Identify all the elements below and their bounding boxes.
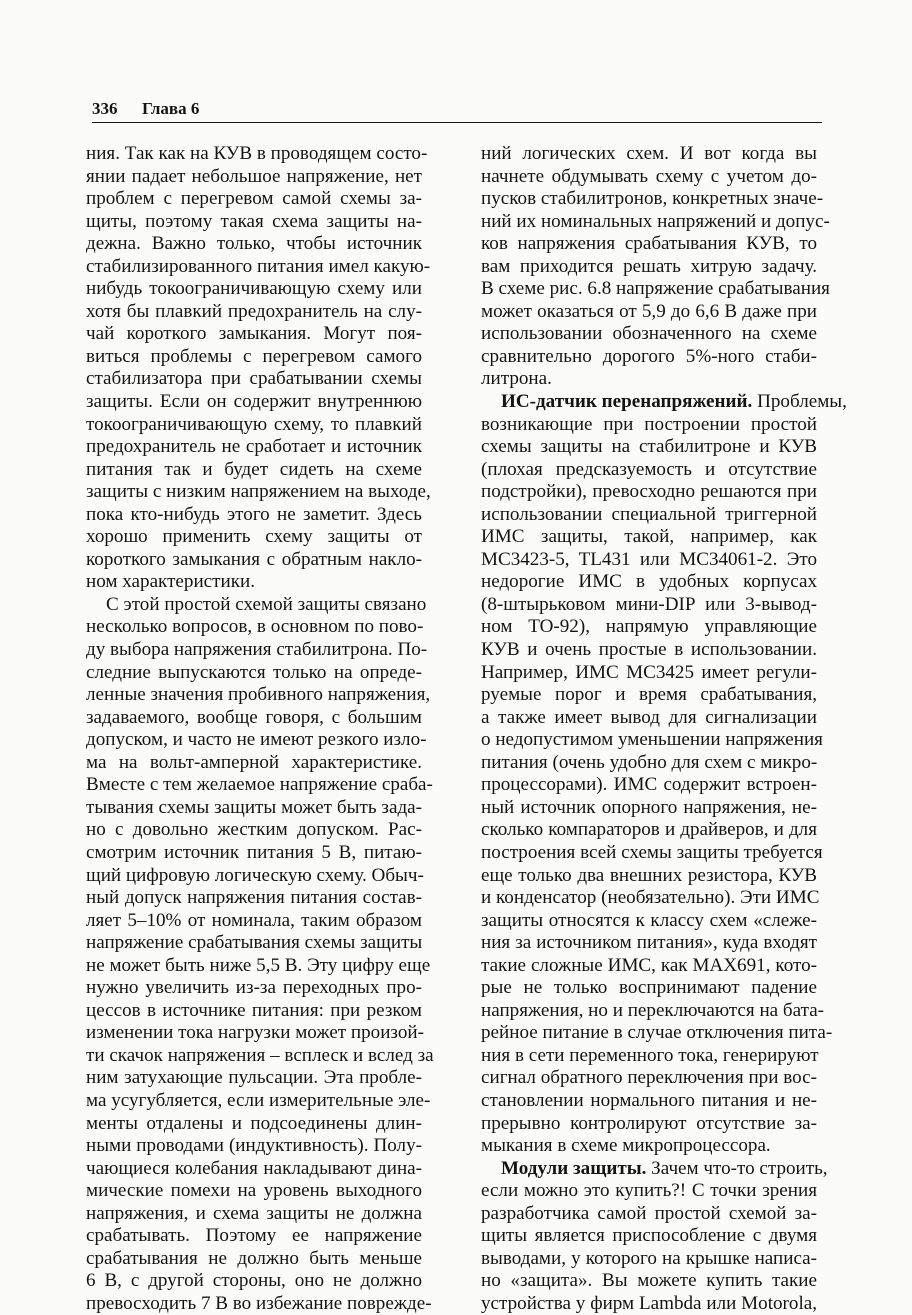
text-line <box>481 256 817 279</box>
text-line-content: сколько компараторов и драйверов, и для <box>481 819 817 841</box>
text-line-content: ния в сети переменного тока, генерируют <box>481 1044 819 1066</box>
text-line-content: нужно увеличить из-за переходных про- <box>86 977 422 999</box>
text-line <box>86 842 422 865</box>
text-line <box>86 391 422 414</box>
text-line-content: С этой простой схемой защиты связано <box>106 593 427 615</box>
text-line-content: (8-штырьковом мини-DIP или 3-вывод- <box>481 593 817 615</box>
text-line-content: тывания схемы защиты может быть зада- <box>86 796 422 818</box>
text-line-content: стабилизатора при срабатывании схемы <box>86 368 422 390</box>
text-line-content: В схеме рис. 6.8 напряжение срабатывания <box>481 278 830 300</box>
text-line <box>86 1089 431 1113</box>
text-line <box>86 684 431 707</box>
text-line-content: ков напряжения срабатывания КУВ, то <box>481 233 817 255</box>
text-line <box>481 819 817 842</box>
text-line <box>481 841 823 865</box>
text-line-content: короткого замыкания с обратным накло- <box>86 548 422 570</box>
text-line-content: ти скачок напряжения – всплеск и вслед за <box>86 1044 434 1066</box>
text-line <box>481 932 817 955</box>
text-line-content: недорогие ИМС в удобных корпусах <box>481 571 817 593</box>
text-line-content: устройства у фирм Lambda или Motorola, <box>481 1292 817 1314</box>
text-line-content: стабилизированного питания имел какую- <box>86 255 431 277</box>
text-line <box>86 616 422 639</box>
text-line <box>481 1180 817 1203</box>
text-line <box>481 1203 817 1226</box>
text-line-content: возникающие при построении простой <box>481 413 817 435</box>
text-line-content: напряжения, но и переключаются на бата- <box>481 999 825 1021</box>
text-line <box>481 481 817 504</box>
text-line-content: чай короткого замыкания. Могут поя- <box>86 323 422 345</box>
text-line <box>481 143 817 166</box>
text-line <box>86 1270 422 1293</box>
text-line <box>86 323 422 346</box>
text-line <box>481 1045 817 1068</box>
text-line-content: щиты является приспособление с двумя <box>481 1225 817 1247</box>
text-line-content: хотя бы плавкий предохранитель на слу- <box>86 300 422 322</box>
text-line-content: пусков стабилитронов, конкретных значе- <box>481 188 824 210</box>
text-line-content: ными проводами (индуктивность). Полу- <box>86 1135 422 1157</box>
text-line-content: напряжение срабатывания схемы защиты <box>86 932 423 954</box>
text-line-content: руемые порог и время срабатывания, <box>481 684 817 706</box>
text-line-content: может оказаться от 5,9 до 6,6 В даже при <box>481 300 817 322</box>
text-line <box>481 752 817 775</box>
chapter-title: Глава 6 <box>142 99 200 118</box>
text-line-content: использовании обозначенного на схеме <box>481 323 817 345</box>
text-line-content: ду выбора напряжения стабилитрона. По- <box>86 639 428 661</box>
text-line-content: превосходить 7 В во избежание поврежде- <box>86 1292 432 1314</box>
text-line <box>86 977 422 1000</box>
text-line-content: ним затухающие пульсации. Эта пробле- <box>86 1067 422 1089</box>
text-line <box>481 323 817 346</box>
text-line <box>481 1270 817 1293</box>
text-line-content: прерывно контролируют отсутствие за- <box>481 1112 817 1134</box>
text-line-content: следние выпускаются только на опреде- <box>86 661 422 683</box>
text-line-content: изменении тока нагрузки может произой- <box>86 1022 424 1044</box>
text-line <box>86 1158 422 1181</box>
text-line <box>86 797 422 820</box>
text-line-content: смотрим источник питания 5 В, питаю- <box>86 841 422 863</box>
text-line <box>481 797 817 820</box>
text-line-content: щиты, поэтому такая схема защиты на- <box>86 210 422 232</box>
text-line <box>86 729 427 752</box>
text-line-content: мические помехи на уровень выходного <box>86 1180 422 1202</box>
text-line <box>481 774 817 797</box>
text-line-content: литрона. <box>481 368 552 390</box>
text-line <box>481 1293 817 1315</box>
left-text-column <box>86 143 434 1315</box>
text-line <box>481 977 817 1000</box>
text-line <box>86 459 422 482</box>
text-line-content: цессов в источнике питания: при резком <box>86 999 422 1021</box>
text-line <box>86 954 431 978</box>
text-line-content: (плохая предсказуемость и отсутствие <box>481 458 817 480</box>
text-line-content: разработчика самой простой схемой за- <box>481 1202 817 1224</box>
text-line-content: вам приходится решать хитрую задачу. <box>481 255 817 277</box>
text-line <box>481 1157 828 1181</box>
text-line <box>86 301 422 324</box>
text-line <box>481 1113 817 1136</box>
text-line <box>86 887 422 910</box>
text-line <box>481 662 817 685</box>
text-line-content: нибудь токоограничивающую схему или <box>86 278 422 300</box>
text-line <box>86 1180 422 1203</box>
text-line <box>481 594 817 617</box>
text-line-content: Зачем что-то строить, <box>646 1157 828 1179</box>
text-line <box>86 1135 422 1158</box>
text-line <box>481 1248 817 1271</box>
text-line <box>86 932 422 955</box>
text-line-content: MC3423-5, TL431 или MC34061-2. Это <box>481 548 817 570</box>
text-line <box>86 571 422 594</box>
text-line <box>86 819 422 842</box>
text-line-content: ном TO-92), напрямую управляющие <box>481 616 817 638</box>
text-line <box>481 729 823 752</box>
text-line-content: мыкания в схеме микропроцессора. <box>481 1135 771 1157</box>
right-text-column <box>481 143 847 1315</box>
text-line <box>86 639 428 662</box>
text-line <box>481 166 817 189</box>
text-line-content: питания так и будет сидеть на схеме <box>86 458 422 480</box>
running-header <box>92 98 822 123</box>
text-line <box>481 1225 817 1248</box>
text-line-content: пока кто-нибудь этого не заметит. Здесь <box>86 503 422 525</box>
text-line <box>481 684 817 707</box>
text-line <box>86 233 422 256</box>
text-line-content: щий цифровую логическую схему. Обыч- <box>86 864 424 886</box>
text-line <box>481 616 817 639</box>
text-line <box>481 1022 833 1045</box>
page-number: 336 <box>92 99 118 118</box>
text-line <box>86 1022 422 1045</box>
text-line <box>86 166 422 189</box>
text-line-content: чающиеся колебания накладывают дина- <box>86 1157 422 1179</box>
text-line-content: но «защита». Вы можете купить такие <box>481 1270 817 1292</box>
text-line-content: о недопустимом уменьшении напряжения <box>481 729 823 751</box>
text-line-content: срабатывания не должно быть меньше <box>86 1247 422 1269</box>
text-line <box>481 1090 817 1113</box>
text-line <box>481 639 817 662</box>
text-line <box>481 504 817 527</box>
text-line <box>86 436 422 459</box>
text-line-content: ном характеристики. <box>86 571 255 593</box>
text-line-content: виться проблемы с перегревом самого <box>86 345 422 367</box>
text-line-content: не может быть ниже 5,5 В. Эту цифру еще <box>86 954 431 976</box>
paragraph-lead-heading: ИС-датчик перенапряжений. <box>501 391 753 413</box>
text-line-content: ма усугубляется, если измерительные эле- <box>86 1089 431 1111</box>
text-line-content: ный допуск напряжения питания состав- <box>86 887 422 909</box>
text-line-content: допуском, и часто не имеют резкого изло- <box>86 729 427 751</box>
text-line-content: защиты относятся к классу схем «слеже- <box>481 909 817 931</box>
text-line <box>86 707 422 730</box>
text-line <box>86 1000 422 1023</box>
text-line-content: но с довольно жестким допуском. Рас- <box>86 819 422 841</box>
text-line-content: ный источник опорного напряжения, не- <box>481 796 817 818</box>
text-line <box>86 143 428 166</box>
text-line <box>481 1135 817 1158</box>
text-line-content: Например, ИМС MC3425 имеет регули- <box>481 661 817 683</box>
text-line <box>481 549 817 572</box>
text-line-content: использовании специальной триггерной <box>481 503 817 525</box>
text-line <box>86 593 427 617</box>
text-line-content: задаваемого, вообще говоря, с большим <box>86 706 422 728</box>
text-line <box>86 188 422 211</box>
text-line-content: ма на вольт-амперной характеристике. <box>86 751 422 773</box>
text-line <box>481 301 817 324</box>
paragraph-lead-heading: Модули защиты. <box>501 1157 647 1179</box>
text-line-content: питания (очень удобно для схем с микро- <box>481 751 818 773</box>
text-line <box>86 414 422 437</box>
text-line-content: ленные значения пробивного напряжения, <box>86 684 431 706</box>
text-line-content: такие сложные ИМС, как MAX691, кото- <box>481 954 817 976</box>
text-line <box>481 887 820 910</box>
text-line <box>86 1248 422 1271</box>
text-line <box>86 346 422 369</box>
text-line-content: становлении нормального питания и не- <box>481 1089 817 1111</box>
text-line <box>481 865 817 888</box>
text-line <box>481 391 847 414</box>
text-line <box>86 255 431 279</box>
text-line <box>86 1067 422 1090</box>
text-line-content: предохранитель не сработает и источник <box>86 436 422 458</box>
text-line <box>481 210 830 234</box>
text-line-content: ИМС защиты, такой, например, как <box>481 526 817 548</box>
text-line <box>481 278 830 301</box>
text-line-content: КУВ и очень простые в использовании. <box>481 639 817 661</box>
text-line <box>86 774 433 797</box>
text-line <box>481 414 817 437</box>
text-line <box>481 955 817 978</box>
text-line-content: Проблемы, <box>752 391 847 413</box>
text-line-content: проблем с перегревом самой схемы за- <box>86 188 422 210</box>
text-line <box>481 1067 817 1090</box>
text-line <box>86 278 422 301</box>
text-line-content: сравнительно дорогого 5%-ного стаби- <box>481 345 817 367</box>
text-line-content: срабатывать. Поэтому ее напряжение <box>86 1225 422 1247</box>
text-line <box>481 436 817 459</box>
text-line-content: а также имеет вывод для сигнализации <box>481 706 817 728</box>
text-line <box>86 1203 422 1226</box>
text-line-content: ний логических схем. И вот когда вы <box>481 143 817 164</box>
text-line <box>481 999 825 1023</box>
text-line-content: рейное питание в случае отключения пита- <box>481 1022 833 1044</box>
text-line-content: 6 В, с другой стороны, оно не должно <box>86 1270 422 1292</box>
text-line-content: токоограничивающую схему, то плавкий <box>86 413 422 435</box>
text-line <box>86 752 422 775</box>
text-line-content: хорошо применить схему защиты от <box>86 526 422 548</box>
text-line <box>86 1044 434 1068</box>
text-line <box>86 549 422 572</box>
text-line-content: ния. Так как на КУВ в проводящем состо- <box>86 143 428 164</box>
text-line-content: выводами, у которого на крышке написа- <box>481 1247 817 1269</box>
text-line <box>86 662 422 685</box>
text-line-content: ний их номинальных напряжений и допус- <box>481 210 830 232</box>
text-line-content: дежна. Важно только, чтобы источник <box>86 233 422 255</box>
text-line <box>481 707 817 730</box>
text-line <box>86 368 422 391</box>
text-line-content: построения всей схемы защиты требуется <box>481 841 823 863</box>
text-line-content: схемы защиты на стабилитроне и КУВ <box>481 436 817 458</box>
text-line-content: несколько вопросов, в основном по пово- <box>86 616 424 638</box>
text-line-content: защиты. Если он содержит внутреннюю <box>86 391 422 413</box>
text-line <box>481 571 817 594</box>
text-line-content: сигнал обратного переключения при вос- <box>481 1067 817 1089</box>
text-line <box>86 865 422 888</box>
text-line-content: защиты с низким напряжением на выходе, <box>86 481 431 503</box>
text-line-content: янии падает небольшое напряжение, нет <box>86 165 422 187</box>
text-line <box>86 526 422 549</box>
text-line-content: ния за источником питания», куда входят <box>481 932 817 954</box>
text-line <box>481 188 824 211</box>
text-line-content: напряжения, и схема защиты не должна <box>86 1202 422 1224</box>
text-line-content: еще только два внешних резистора, КУВ <box>481 864 817 886</box>
text-line <box>481 910 817 933</box>
text-line <box>86 1225 422 1248</box>
text-line-content: и конденсатор (необязательно). Эти ИМС <box>481 887 820 909</box>
text-line-content: процессорами). ИМС содержит встроен- <box>481 774 817 796</box>
text-line-content: ляет 5–10% от номинала, таким образом <box>86 909 422 931</box>
text-line-content: если можно это купить?! С точки зрения <box>481 1180 817 1202</box>
text-line-content: менты отдалены и подсоединены длин- <box>86 1112 422 1134</box>
text-line <box>86 910 422 933</box>
text-line <box>481 459 817 482</box>
text-line-content: рые не только воспринимают падение <box>481 977 817 999</box>
text-line <box>86 1292 432 1315</box>
text-line <box>481 233 817 256</box>
text-line <box>481 526 817 549</box>
text-line-content: Вместе с тем желаемое напряжение сраба- <box>86 774 433 796</box>
text-line-content: начнете обдумывать схему с учетом до- <box>481 165 817 187</box>
text-line <box>86 1113 422 1136</box>
text-line <box>86 481 431 504</box>
text-line <box>86 504 422 527</box>
text-line <box>86 211 422 234</box>
text-line <box>481 368 817 391</box>
text-line-content: подстройки), превосходно решаются при <box>481 481 817 503</box>
text-line <box>481 346 817 369</box>
